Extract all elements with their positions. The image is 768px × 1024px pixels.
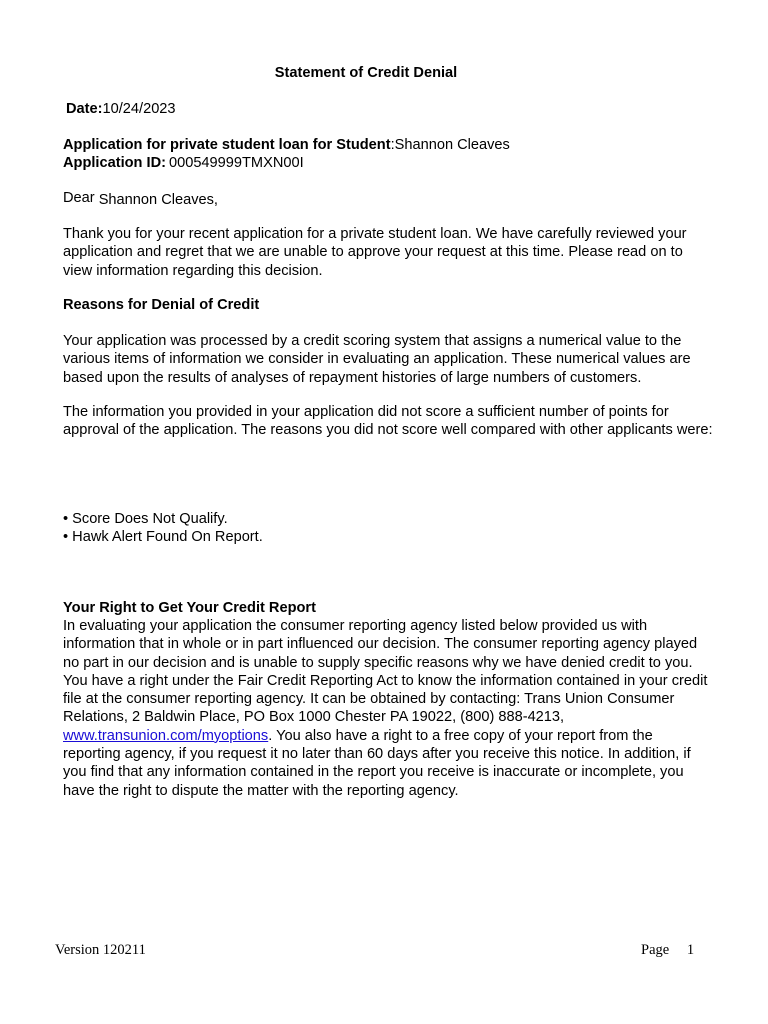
salutation-prefix: Dear [63,190,95,206]
date-line [66,100,716,118]
page-indicator [641,942,694,959]
application-id-line [63,154,713,172]
student-name: Shannon Cleaves [394,137,510,153]
rights-text-before-link: In evaluating your application the consumer reporting agency listed below provided us with information that in whole or in part influenced our decision. The consumer reporting agency played no part in our decision and is unable to supply specific reasons why we have denied credit to you. You have a right under the Fair Credit Reporting Act to know the information contained in your credit file at the consumer reporting agency. It can be obtained by contacting: Trans Union Consumer Relations, 2 Baldwin Place, PO Box 1000 Chester PA 19022, (800) 888-4213, [63,618,708,726]
salutation [63,189,713,207]
application-colon: : [390,137,395,153]
scoring-paragraph: Your application was processed by a credit scoring system that assigns a numerical value to the various items of information we consider in evaluating an application. These numerical values are based upon the results of analyses of repayment histories of large numbers of customers. [63,333,691,386]
rights-text-after-link: . You also have a right to a free copy of your report from the reporting agency, if you request it no later than 60 days after you receive this notice. In addition, if you find that any information contained in the report you receive is inaccurate or incomplete, you have the right to dispute the matter with the reporting agency. [63,727,691,799]
version-label: Version 120211 [55,942,146,958]
page-number: 1 [686,942,695,958]
rights-heading: Your Right to Get Your Credit Report [63,600,316,616]
application-label: Application for private student loan for Student [63,137,391,153]
rights-paragraph [63,617,713,800]
transunion-link[interactable]: www.transunion.com/myoptions [63,727,269,744]
reasons-list [63,510,713,547]
insufficient-points-paragraph: The information you provided in your application did not score a sufficient number of points for approval of the application. The reasons you did not score well compared with other applicants were: [63,404,713,439]
application-id-value: 000549999TMXN00I [168,155,304,171]
list-item: • Score Does Not Qualify. [63,511,228,527]
date-label: Date: [66,101,103,117]
reasons-heading: Reasons for Denial of Credit [63,297,260,313]
document-title: Statement of Credit Denial [274,65,458,81]
list-item: • Hawk Alert Found On Report. [63,529,263,546]
salutation-name: Shannon Cleaves, [98,192,218,208]
intro-paragraph: Thank you for your recent application for a private student loan. We have carefully reviewed your application and regret that we are unable to approve your request at this time. Please read on to view information regarding this decision. [63,226,687,279]
page-label: Page [641,942,670,958]
date-value: 10/24/2023 [102,101,176,117]
application-line [63,136,713,154]
application-id-label: Application ID: [63,155,166,171]
